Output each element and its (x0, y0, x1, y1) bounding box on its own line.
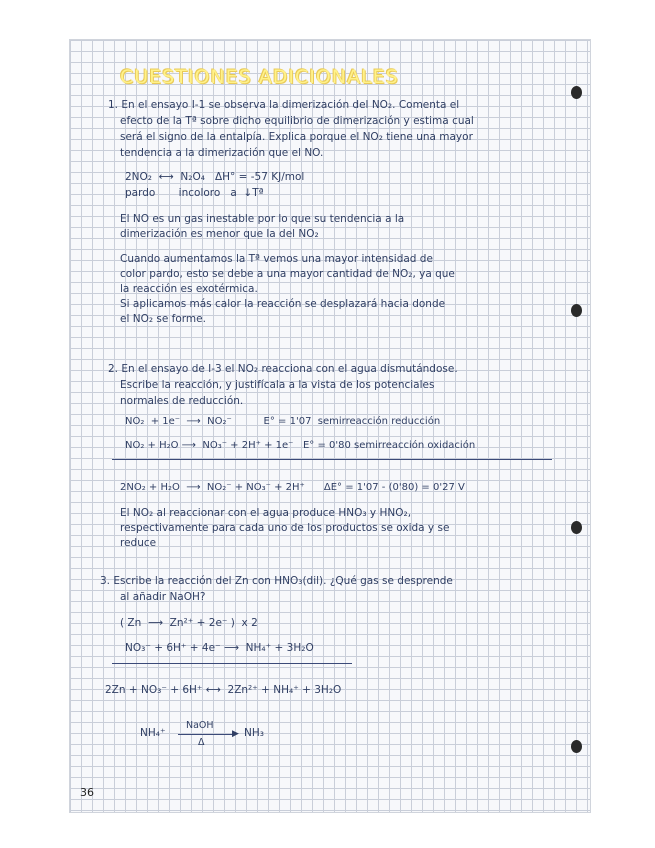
question-2-line: 2. En el ensayo de I-3 el NO₂ reacciona con el agua dismutándose. (108, 363, 458, 375)
answer-1b-line: la reacción es exotérmica. (120, 283, 258, 295)
question-1-line: tendencia a la dimerización que el NO. (120, 147, 324, 159)
binder-hole (571, 304, 582, 317)
answer-1b-line: Cuando aumentamos la Tª vemos una mayor intensidad de (120, 253, 433, 265)
heat-label: Δ (198, 737, 205, 748)
answer-1b-line: Si aplicamos más calor la reacción se desplazará hacia donde (120, 298, 446, 310)
question-1-line: efecto de la Tª sobre dicho equilibrio de dimerización y estima cual (120, 115, 474, 127)
divider-line (112, 459, 552, 460)
question-1-line: 1. En el ensayo I-1 se observa la dimerización del NO₂. Comenta el (108, 99, 460, 111)
answer-2-line: reduce (120, 537, 157, 549)
half-reaction-reduction: NO₂ + 1e⁻ ⟶ NO₂⁻ E° = 1'07 semirreacción reducción (125, 416, 441, 427)
equation-colors: pardo incoloro a ↓Tª (125, 187, 264, 199)
ammonia-label: NH₃ (244, 727, 264, 739)
answer-1-line: dimerización es menor que la del NO₂ (120, 228, 319, 240)
page-title: CUESTIONES ADICIONALES (120, 66, 399, 88)
zn-oxidation: ( Zn ⟶ Zn²⁺ + 2e⁻ ) x 2 (120, 617, 258, 629)
divider-line (112, 663, 352, 664)
question-3-line: 3. Escribe la reacción del Zn con HNO₃(dil). ¿Qué gas se desprende (100, 575, 453, 587)
question-2-line: normales de reducción. (120, 395, 244, 407)
binder-hole (571, 521, 582, 534)
binder-hole (571, 740, 582, 753)
answer-1b-line: el NO₂ se forme. (120, 313, 206, 325)
equation-dimerization: 2NO₂ ⟷ N₂O₄ ΔH° = -57 KJ/mol (125, 171, 305, 183)
binder-hole (571, 86, 582, 99)
half-reaction-oxidation: NO₂ + H₂O ⟶ NO₃⁻ + 2H⁺ + 1e⁻ E° = 0'80 semirreacción oxidación (125, 440, 476, 451)
ammonium-label: NH₄⁺ (140, 727, 166, 739)
answer-2-line: respectivamente para cada uno de los productos se oxida y se (120, 522, 450, 534)
answer-2-line: El NO₂ al reaccionar con el agua produce HNO₃ y HNO₂, (120, 507, 412, 519)
answer-1b-line: color pardo, esto se debe a una mayor cantidad de NO₂, ya que (120, 268, 455, 280)
question-2-line: Escribe la reacción, y justifícala a la vista de los potenciales (120, 379, 435, 391)
reagent-label: NaOH (186, 720, 214, 731)
nitrate-reduction: NO₃⁻ + 6H⁺ + 4e⁻ ⟶ NH₄⁺ + 3H₂O (125, 642, 314, 654)
global-reaction: 2NO₂ + H₂O ⟶ NO₂⁻ + NO₃⁻ + 2H⁺ ΔE° = 1'07 - (0'80) = 0'27 V (120, 482, 465, 493)
arrow-head: ▶ (232, 729, 239, 739)
answer-1-line: El NO es un gas inestable por lo que su tendencia a la (120, 213, 405, 225)
question-1-line: será el signo de la entalpía. Explica porque el NO₂ tiene una mayor (120, 131, 473, 143)
question-3-line: al añadir NaOH? (120, 591, 206, 603)
page-number: 36 (80, 786, 94, 799)
zn-global-reaction: 2Zn + NO₃⁻ + 6H⁺ ⟷ 2Zn²⁺ + NH₄⁺ + 3H₂O (105, 684, 342, 696)
reaction-arrow (178, 734, 234, 735)
